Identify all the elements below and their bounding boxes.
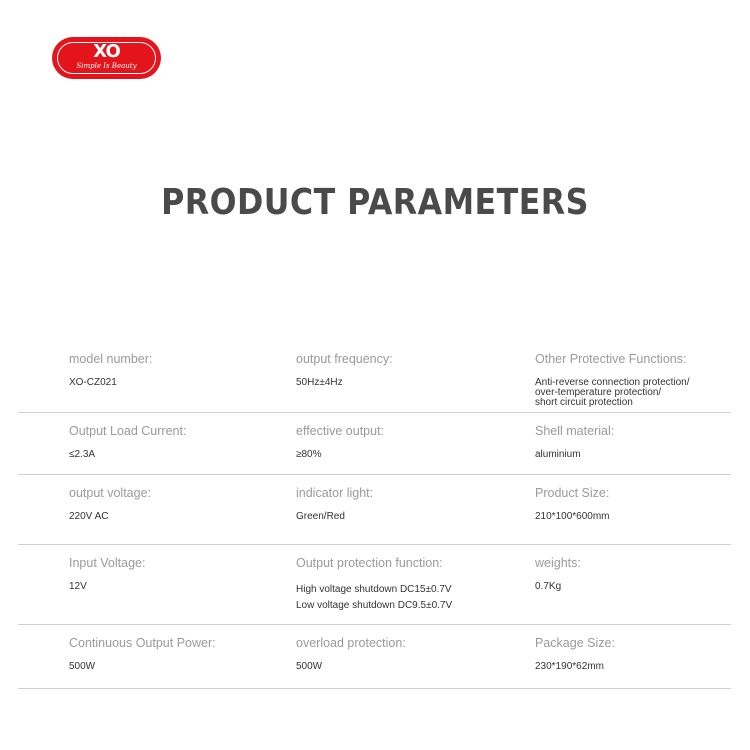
spec-label: Output Load Current: <box>69 424 187 438</box>
spec-value <box>69 662 95 672</box>
spec-value <box>535 582 561 592</box>
spec-value <box>296 512 345 522</box>
spec-value-line: 500W <box>69 661 96 672</box>
spec-label: effective output: <box>296 424 385 438</box>
spec-value-line: aluminium <box>535 449 581 460</box>
spec-row <box>18 474 731 545</box>
spec-value-line: ≤2.3A <box>69 449 96 460</box>
spec-label: output voltage: <box>69 486 152 500</box>
spec-value <box>535 450 581 460</box>
spec-value-line: 220V AC <box>69 511 109 522</box>
spec-row <box>18 624 731 689</box>
spec-row <box>18 412 731 475</box>
spec-value-line: 12V <box>69 581 87 592</box>
spec-label: overload protection: <box>296 636 406 650</box>
spec-value <box>69 450 95 460</box>
spec-label: model number: <box>69 352 153 366</box>
spec-label: Shell material: <box>535 424 615 438</box>
spec-value-line: 210*100*600mm <box>535 511 610 522</box>
spec-value-line: 0.7Kg <box>535 581 562 592</box>
spec-row <box>18 544 731 625</box>
spec-label: Input Voltage: <box>69 556 146 570</box>
brand-logo <box>53 38 160 78</box>
spec-label: Product Size: <box>535 486 610 500</box>
spec-value-line: Green/Red <box>296 511 345 522</box>
spec-label: output frequency: <box>296 352 393 366</box>
spec-value <box>296 450 322 460</box>
spec-value-line: 50Hz±4Hz <box>296 377 343 388</box>
spec-value-line: 500W <box>296 661 323 672</box>
spec-value-line: High voltage shutdown DC15±0.7V <box>296 584 452 595</box>
spec-value-line: ≥80% <box>296 449 322 460</box>
spec-label: Other Protective Functions: <box>535 352 687 366</box>
spec-value <box>69 512 108 522</box>
spec-value-line: short circuit protection <box>535 397 633 408</box>
spec-value <box>296 662 322 672</box>
logo-mark: XO <box>93 41 120 62</box>
spec-value <box>296 378 343 388</box>
logo-tagline: Simple Is Beauty <box>76 62 137 70</box>
spec-value-line: Anti-reverse connection protection/ <box>535 377 690 388</box>
spec-value-line: 230*190*62mm <box>535 661 604 672</box>
spec-value-line: Low voltage shutdown DC9.5±0.7V <box>296 600 453 611</box>
spec-value-line: over-temperature protection/ <box>535 387 662 398</box>
page-title: PRODUCT PARAMETERS <box>161 182 589 223</box>
spec-row <box>18 340 731 413</box>
spec-value <box>535 662 604 672</box>
spec-label: Continuous Output Power: <box>69 636 216 650</box>
spec-value <box>296 582 452 614</box>
spec-label: Package Size: <box>535 636 615 650</box>
spec-value-line: XO-CZ021 <box>69 377 117 388</box>
spec-value <box>69 582 87 592</box>
spec-label: weights: <box>535 556 581 570</box>
spec-value <box>69 378 117 388</box>
spec-value <box>535 378 690 408</box>
spec-label: Output protection function: <box>296 556 443 570</box>
spec-label: indicator light: <box>296 486 374 500</box>
spec-value <box>535 512 610 522</box>
